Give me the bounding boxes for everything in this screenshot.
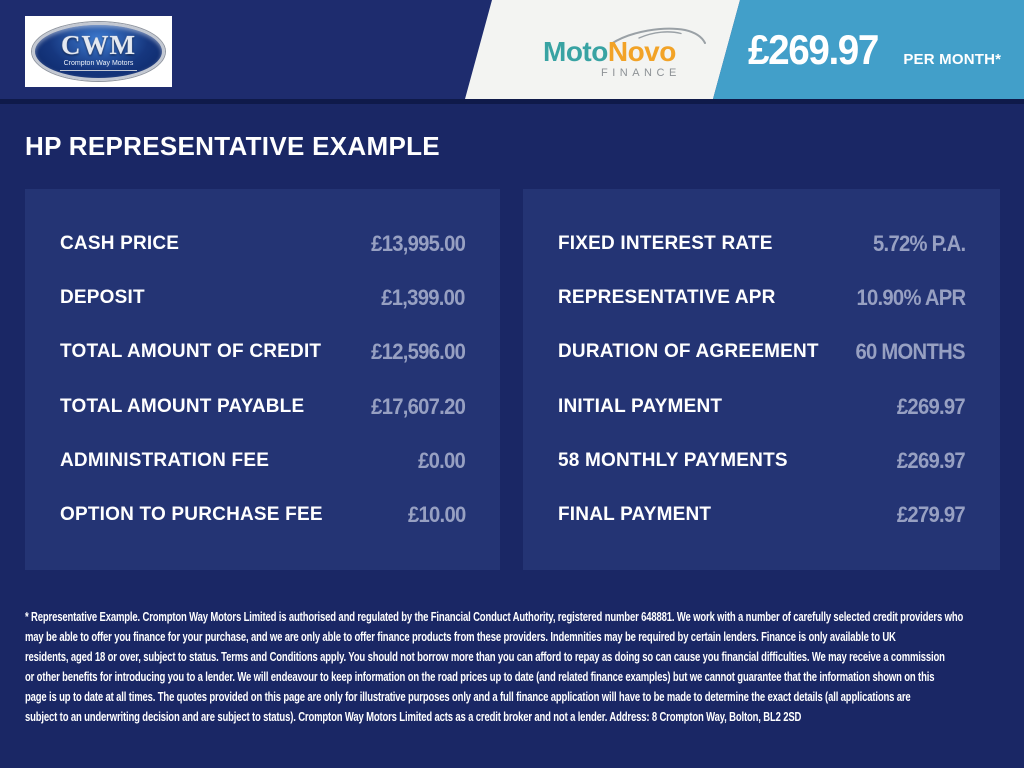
- finance-row-label: ADMINISTRATION FEE: [60, 449, 270, 471]
- finance-row-value: 60 MONTHS: [855, 339, 965, 365]
- finance-row-value: £279.97: [896, 501, 965, 527]
- header-divider: [0, 99, 1024, 104]
- finance-row-value: £269.97: [896, 393, 965, 419]
- finance-row: [60, 380, 465, 434]
- finance-row: [60, 217, 465, 271]
- finance-row-label: REPRESENTATIVE APR: [558, 287, 776, 309]
- finance-row-value: 5.72% P.A.: [872, 231, 965, 257]
- finance-row-value: £10.00: [407, 501, 465, 527]
- finance-row-label: FINAL PAYMENT: [558, 503, 712, 525]
- finance-logo-novo: Novo: [607, 36, 676, 67]
- monthly-price-period: PER MONTH*: [903, 51, 1002, 68]
- finance-panel-right: [523, 189, 1000, 570]
- finance-row-value: £1,399.00: [381, 285, 465, 311]
- finance-row-label: FIXED INTEREST RATE: [558, 233, 773, 255]
- disclaimer-line: may be able to offer you finance for your purchase, and we are only able to offer finance products from these providers. Indemnities may be required by certain lenders. Finance is only available to UK: [25, 630, 896, 644]
- dealer-logo-oval: [32, 22, 165, 81]
- finance-row-value: £17,607.20: [371, 393, 465, 419]
- disclaimer-line: or other benefits for introducing you to a lender. We will endeavour to keep information on the road prices up to date (and related finance examples) but we cannot guarantee that the information shown on this: [25, 670, 935, 684]
- finance-logo-subtitle: FINANCE: [601, 67, 681, 79]
- finance-row-label: TOTAL AMOUNT OF CREDIT: [60, 341, 322, 363]
- finance-row-value: £12,596.00: [371, 339, 465, 365]
- finance-row: [60, 325, 465, 379]
- dealer-logo: [25, 16, 172, 87]
- disclaimer-line: subject to an underwriting decision and are subject to status). Crompton Way Motors Limited acts as a credit broker and not a lender. Address: 8 Crompton Way, Bolton, BL2 2SD: [25, 710, 802, 724]
- finance-row-value: £0.00: [418, 447, 465, 473]
- finance-row-label: OPTION TO PURCHASE FEE: [60, 503, 323, 525]
- finance-logo-moto: Moto: [543, 36, 608, 67]
- finance-row-value: 10.90% APR: [856, 285, 965, 311]
- disclaimer-text: [25, 607, 963, 727]
- dealer-logo-abbr: CWM: [61, 30, 136, 61]
- disclaimer-line: page is up to date at all times. The quotes provided on this page are only for illustrative purposes only and a full finance application will have to be made to determine the exact details (all applications are: [25, 690, 911, 704]
- finance-row: [558, 380, 965, 434]
- finance-row: [558, 488, 965, 542]
- header-bar: [0, 0, 1024, 99]
- page-title: HP REPRESENTATIVE EXAMPLE: [25, 131, 440, 161]
- finance-row: [558, 325, 965, 379]
- finance-row-label: DEPOSIT: [60, 287, 145, 309]
- disclaimer-line: * Representative Example. Crompton Way Motors Limited is authorised and regulated by the Financial Conduct Authority, registered number 648881. We work with a number of carefully selected credit providers who: [25, 610, 964, 624]
- dealer-logo-name: Crompton Way Motors: [60, 59, 138, 70]
- finance-row-label: CASH PRICE: [60, 233, 180, 255]
- finance-row: [558, 434, 965, 488]
- finance-logo-name: [543, 38, 676, 66]
- finance-row: [60, 271, 465, 325]
- finance-row-label: TOTAL AMOUNT PAYABLE: [60, 395, 305, 417]
- finance-panel-left: [25, 189, 500, 570]
- finance-row-value: £13,995.00: [371, 231, 465, 257]
- finance-row: [60, 434, 465, 488]
- finance-row: [60, 488, 465, 542]
- finance-row: [558, 217, 965, 271]
- monthly-price-banner: [748, 26, 1001, 74]
- finance-row-label: INITIAL PAYMENT: [558, 395, 723, 417]
- finance-row: [558, 271, 965, 325]
- finance-row-label: 58 MONTHLY PAYMENTS: [558, 449, 788, 471]
- finance-row-label: DURATION OF AGREEMENT: [558, 341, 819, 363]
- disclaimer-line: residents, aged 18 or over, subject to status. Terms and Conditions apply. You should not borrow more than you can afford to repay as doing so can cause you financial difficulties. We may receive a commission: [25, 650, 945, 664]
- finance-row-value: £269.97: [896, 447, 965, 473]
- monthly-price-amount: £269.97: [748, 26, 879, 73]
